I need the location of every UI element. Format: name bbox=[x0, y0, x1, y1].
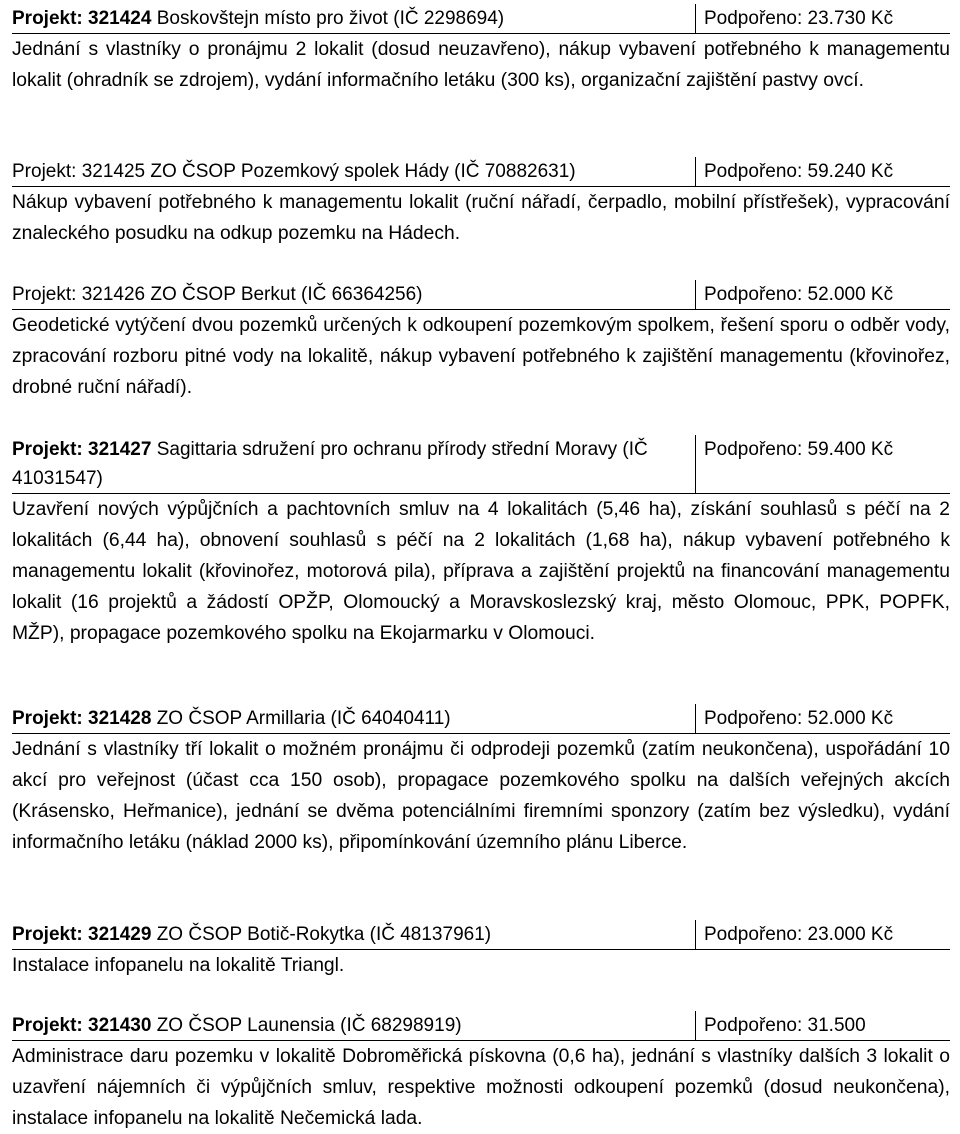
project-name: Sagittaria sdružení pro ochranu přírody střední Moravy (IČ 41031547) bbox=[12, 439, 648, 489]
project-description: Geodetické vytýčení dvou pozemků určených k odkoupení pozemkovým spolkem, řešení sporu o odběr vody, zpracování rozboru pitné vody na lokalitě, nákup vybavení potřebného k zajištění managementu (křovinořez, drobné ruční nářadí). bbox=[12, 315, 950, 398]
project-description: Jednání s vlastníky o pronájmu 2 lokalit (dosud neuzavřeno), nákup vybavení potřebného k managementu lokalit (ohradník se zdrojem), vydání informačního letáku (300 ks), organizační zajištění pastvy ovcí. bbox=[12, 39, 950, 91]
project-block bbox=[12, 435, 950, 649]
project-title-cell bbox=[12, 920, 696, 950]
project-support: Podpořeno: 23.730 Kč bbox=[696, 4, 951, 34]
project-title-cell bbox=[12, 704, 696, 734]
project-block bbox=[12, 920, 950, 981]
project-support: Podpořeno: 31.500 bbox=[696, 1011, 951, 1041]
project-header bbox=[12, 435, 950, 494]
project-header bbox=[12, 157, 950, 187]
project-support: Podpořeno: 52.000 Kč bbox=[696, 704, 951, 734]
project-number: Projekt: 321429 bbox=[12, 924, 152, 945]
project-support: Podpořeno: 59.240 Kč bbox=[696, 157, 951, 187]
project-block bbox=[12, 280, 950, 403]
project-header bbox=[12, 1011, 950, 1041]
project-description: Instalace infopanelu na lokalitě Triangl. bbox=[12, 955, 345, 976]
project-description: Jednání s vlastníky tří lokalit o možném pronájmu či odprodeji pozemků (zatím neukončena), uspořádání 10 akcí pro veřejnost (účast cca 150 osob), propagace pozemkového spolku na dalších veřejných akcích (Krásensko, Heřmanice), jednání se dvěma potenciálními firemními sponzory (zatím bez výsledku), vydání informačního letáku (náklad 2000 ks), připomínkování územního plánu Liberce. bbox=[12, 739, 950, 853]
project-support: Podpořeno: 52.000 Kč bbox=[696, 280, 951, 310]
project-number: Projekt: 321424 bbox=[12, 8, 152, 29]
project-number: Projekt: 321428 bbox=[12, 708, 152, 729]
project-number: Projekt: 321427 bbox=[12, 439, 152, 460]
project-name: ZO ČSOP Armillaria (IČ 64040411) bbox=[151, 708, 451, 729]
project-block bbox=[12, 1011, 950, 1134]
project-name: ZO ČSOP Pozemkový spolek Hády (IČ 70882631) bbox=[145, 161, 576, 182]
project-block bbox=[12, 157, 950, 249]
project-number: Projekt: 321430 bbox=[12, 1015, 152, 1036]
project-title-cell bbox=[12, 157, 696, 187]
project-header bbox=[12, 280, 950, 310]
project-block bbox=[12, 704, 950, 858]
project-description: Uzavření nových výpůjčních a pachtovních smluv na 4 lokalitách (5,46 ha), získání souhlasů s péčí na 2 lokalitách (6,44 ha), obnovení souhlasů s péčí na 2 lokalitách (1,68 ha), nákup vybavení potřebného k managementu lokalit (křovinořez, motorová pila), příprava a zajištění projektů na financování managementu lokalit (16 projektů a žádostí OPŽP, Olomoucký a Moravskoslezský kraj, město Olomouc, PPK, POPFK, MŽP), propagace pozemkového spolku na Ekojarmarku v Olomouci. bbox=[12, 499, 950, 644]
project-title-cell bbox=[12, 435, 696, 494]
project-name: Boskovštejn místo pro život (IČ 2298694) bbox=[151, 8, 505, 29]
project-name: ZO ČSOP Botič-Rokytka (IČ 48137961) bbox=[151, 924, 492, 945]
project-number: Projekt: 321426 bbox=[12, 284, 146, 305]
project-name: ZO ČSOP Berkut (IČ 66364256) bbox=[145, 284, 423, 305]
project-number: Projekt: 321425 bbox=[12, 161, 146, 182]
project-name: ZO ČSOP Launensia (IČ 68298919) bbox=[151, 1015, 462, 1036]
project-header bbox=[12, 920, 950, 950]
project-title-cell bbox=[12, 1011, 696, 1041]
project-description: Administrace daru pozemku v lokalitě Dobroměřická pískovna (0,6 ha), jednání s vlastníky dalších 3 lokalit o uzavření nájemních či výpůjčních smluv, respektive možnosti odkoupení pozemků (dosud neukončena), instalace infopanelu na lokalitě Nečemická lada. bbox=[12, 1046, 950, 1129]
project-support: Podpořeno: 59.400 Kč bbox=[696, 435, 951, 494]
project-header bbox=[12, 704, 950, 734]
project-support: Podpořeno: 23.000 Kč bbox=[696, 920, 951, 950]
project-header bbox=[12, 4, 950, 34]
project-block bbox=[12, 4, 950, 96]
project-title-cell bbox=[12, 280, 696, 310]
project-description: Nákup vybavení potřebného k managementu lokalit (ruční nářadí, čerpadlo, mobilní přístřešek), vypracování znaleckého posudku na odkup pozemku na Hádech. bbox=[12, 192, 950, 244]
project-title-cell bbox=[12, 4, 696, 34]
